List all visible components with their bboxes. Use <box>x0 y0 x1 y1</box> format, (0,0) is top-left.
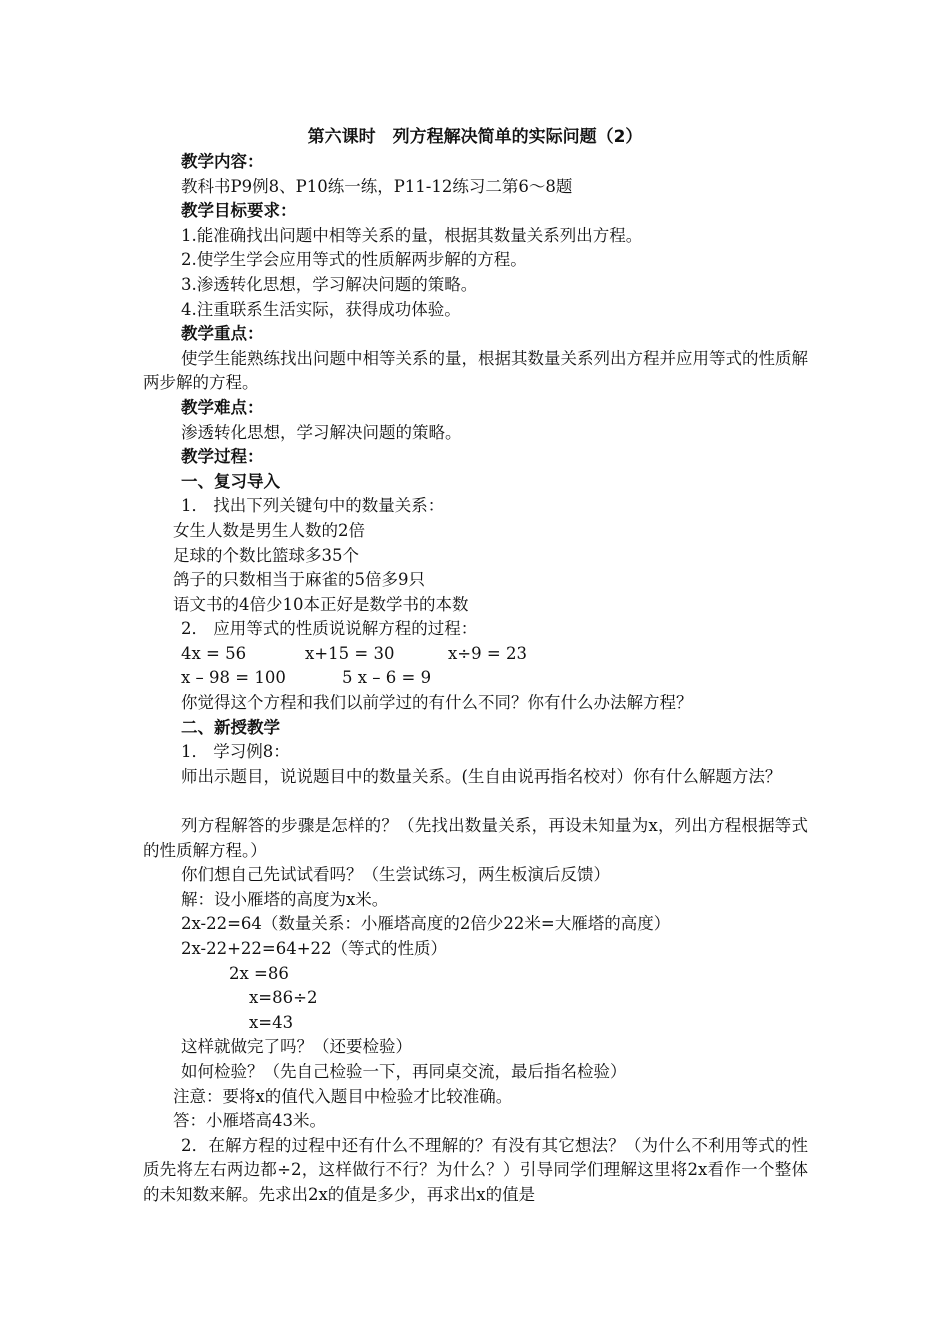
equation: x+15 = 30 <box>305 643 395 663</box>
section1-heading: 一、复习导入 <box>181 471 280 491</box>
solution-line: 2x-22+22=64+22（等式的性质） <box>181 939 448 958</box>
key-text: 使学生能熟练找出问题中相等关系的量，根据其数量关系列出方程并应用等式的性质解两步解的方程。 <box>143 348 808 393</box>
solution-line: 解：设小雁塔的高度为x米。 <box>181 889 389 909</box>
goal-item: 3.渗透转化思想，学习解决问题的策略。 <box>181 274 478 294</box>
equation: x÷9 = 23 <box>448 643 527 663</box>
solution-step: x=86÷2 <box>249 988 318 1008</box>
difficulty-heading: 教学难点： <box>181 397 264 417</box>
equation: 4x = 56 <box>181 643 247 663</box>
note: 注意：要将x的值代入题目中检验才比较准确。 <box>173 1086 513 1106</box>
review-item-1: 1． 找出下列关键句中的数量关系： <box>181 496 445 516</box>
process-heading: 教学过程： <box>181 447 264 467</box>
document-body <box>143 150 808 1208</box>
paragraph: 这样就做完了吗？（还要检验） <box>181 1037 412 1057</box>
goals-heading: 教学目标要求： <box>181 201 297 221</box>
goal-item: 2.使学生学会应用等式的性质解两步解的方程。 <box>181 250 527 270</box>
equation: 5 x – 6 = 9 <box>342 668 432 688</box>
equation-row <box>143 666 808 691</box>
paragraph: 你们想自己先试试看吗？（生尝试练习，两生板演后反馈） <box>181 865 610 885</box>
lesson-title: 第六课时 列方程解决简单的实际问题（2） <box>307 127 643 147</box>
new-item-1: 1． 学习例8： <box>181 742 290 762</box>
paragraph: 列方程解答的步骤是怎样的？（先找出数量关系，再设未知量为x，列出方程根据等式的性质解方程。） <box>143 816 808 860</box>
phrase-item: 足球的个数比篮球多35个 <box>173 545 359 565</box>
equation-row <box>143 642 808 667</box>
section2-heading: 二、新授教学 <box>181 717 280 737</box>
goal-item: 1.能准确找出问题中相等关系的量，根据其数量关系列出方程。 <box>181 225 643 245</box>
content-text: 教科书P9例8、P10练一练，P11-12练习二第6～8题 <box>181 176 573 196</box>
phrase-item: 语文书的4倍少10本正好是数学书的本数 <box>173 594 469 614</box>
phrase-item: 鸽子的只数相当于麻雀的5倍多9只 <box>173 570 425 590</box>
paragraph: 师出示题目，说说题目中的数量关系。(生自由说再指名校对）你有什么解题方法？ <box>181 766 782 786</box>
goal-item: 4.注重联系生活实际，获得成功体验。 <box>181 299 461 319</box>
solution-line: 2x-22=64（数量关系：小雁塔高度的2倍少22米=大雁塔的高度） <box>181 914 671 934</box>
review-question: 你觉得这个方程和我们以前学过的有什么不同？你有什么办法解方程？ <box>181 693 693 713</box>
solution-step: x=43 <box>249 1012 294 1032</box>
solution-step: 2x =86 <box>229 963 289 983</box>
paragraph: 如何检验？（先自己检验一下，再同桌交流，最后指名检验） <box>181 1061 627 1081</box>
content-heading: 教学内容： <box>181 152 264 171</box>
difficulty-text: 渗透转化思想，学习解决问题的策略。 <box>181 422 462 442</box>
key-heading: 教学重点： <box>181 324 264 344</box>
paragraph: 2．在解方程的过程中还有什么不理解的？有没有其它想法？（为什么不利用等式的性质先将左右两边都÷2，这样做行不行？为什么？）引导同学们理解这里将2x看作一个整体的未知数来解。先求出2x的值是多少，再求出x的值是 <box>143 1135 808 1204</box>
phrase-item: 女生人数是男生人数的2倍 <box>173 520 365 540</box>
equation: x – 98 = 100 <box>181 668 286 688</box>
answer: 答：小雁塔高43米。 <box>173 1111 326 1131</box>
review-item-2: 2． 应用等式的性质说说解方程的过程： <box>181 619 478 639</box>
